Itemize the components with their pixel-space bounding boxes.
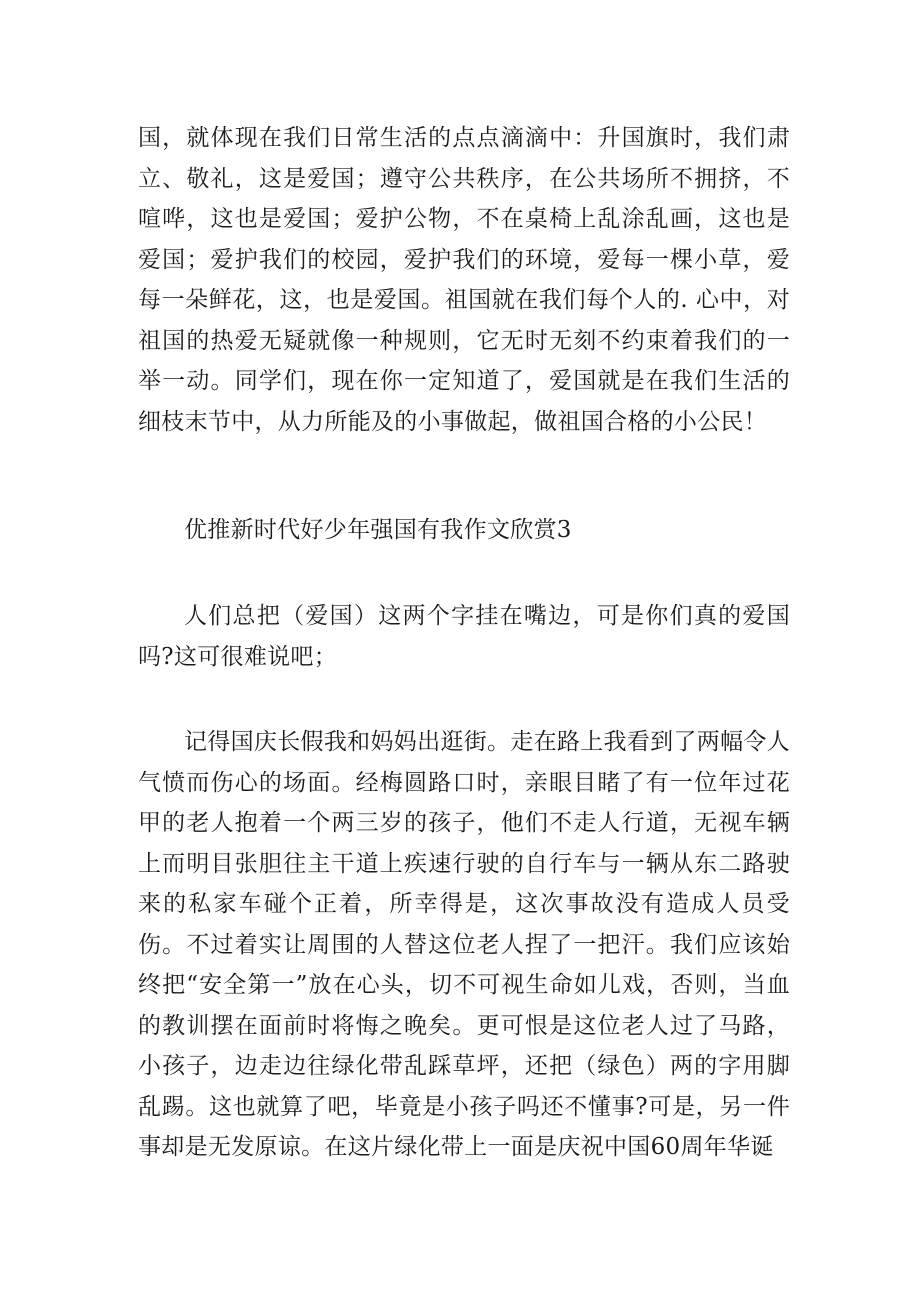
paragraph-story: 记得国庆长假我和妈妈出逛街。走在路上我看到了两幅令人气愤而伤心的场面。经梅圆路口时，亲眼目睹了有一位年过花甲的老人抱着一个两三岁的孩子，他们不走人行道，无视车辆上而明目张胆往主干道上疾速行驶的自行车与一辆从东二路驶来的私家车碰个正着，所幸得是，这次事故没有造成人员受伤。不过着实让周围的人替这位老人捏了一把汗。我们应该始终把“安全第一”放在心头，切不可视生命如儿戏，否则，当血的教训摆在面前时将悔之晚矣。更可恨是这位老人过了马路，小孩子，边走边往绿化带乱踩草坪，还把（绿色）两的字用脚乱踢。这也就算了吧，毕竟是小孩子吗还不懂事?可是，另一件事却是无发原谅。在这片绿化带上一面是庆祝中国60周年华诞 [138, 729, 790, 1160]
paragraph-intro: 人们总把（爱国）这两个字挂在嘴边，可是你们真的爱国吗?这可很难说吧； [138, 603, 790, 670]
section-heading: 优推新时代好少年强国有我作文欣赏3 [184, 517, 572, 543]
paragraph-continuation: 国，就体现在我们日常生活的点点滴滴中：升国旗时，我们肃立、敬礼，这是爱国；遵守公共秩序，在公共场所不拥挤，不喧哗，这也是爱国；爱护公物，不在桌椅上乱涂乱画，这也是爱国；爱护我们的校园，爱护我们的环境，爱每一棵小草，爱每一朵鲜花，这，也是爱国。祖国就在我们每个人的. 心中，对祖国的热爱无疑就像一种规则，它无时无刻不约束着我们的一举一动。同学们，现在你一定知道了，爱国就是在我们生活的细枝末节中，从力所能及的小事做起，做祖国合格的小公民！ [138, 125, 790, 435]
